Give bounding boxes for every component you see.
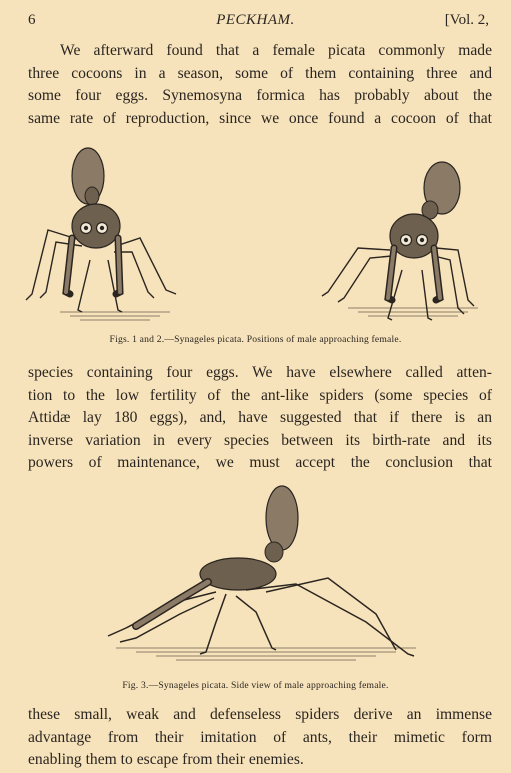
figure-3-caption: Fig. 3.—Synageles picata. Side view of male approaching female. (122, 680, 389, 691)
text-line: Attidæ lay 180 eggs), and, have suggested that if there is an (28, 409, 492, 426)
text-line: same rate of reproduction, since we once found a cocoon of that (28, 109, 492, 127)
paragraph-3 (28, 704, 492, 772)
text-line: some four eggs. Synemosyna formica has probably about the (28, 87, 492, 104)
text-line: species containing four eggs. We have elsewhere called atten- (28, 364, 492, 381)
volume-label: [Vol. 2, (444, 12, 489, 28)
text-line: We afterward found that a female picata commonly made (60, 42, 492, 59)
text-line: tion to the low fertility of the ant-like spiders (some species of (28, 386, 492, 404)
figure-1-spider-illustration (20, 142, 190, 322)
text-line: inverse variation in every species between its birth-rate and its (28, 431, 492, 449)
page-header (0, 12, 511, 32)
text-line: advantage from their imitation of ants, their mimetic form (28, 728, 492, 746)
figure-1-caption: Figs. 1 and 2.—Synageles picata. Positions of male approaching female. (109, 334, 402, 345)
text-line: these small, weak and defenseless spiders derive an immense (28, 706, 492, 723)
text-line: powers of maintenance, we must accept the conclusion that (28, 454, 492, 471)
running-title: PECKHAM. (216, 12, 295, 28)
page-number: 6 (28, 12, 36, 28)
paragraph-1 (28, 40, 492, 130)
figure-2-spider-illustration (318, 158, 488, 328)
paragraph-2 (28, 362, 492, 475)
figure-3-spider-illustration (96, 482, 426, 672)
text-line: enabling them to escape from their enemies. (28, 751, 304, 768)
text-line: three cocoons in a season, some of them containing three and (28, 64, 492, 82)
